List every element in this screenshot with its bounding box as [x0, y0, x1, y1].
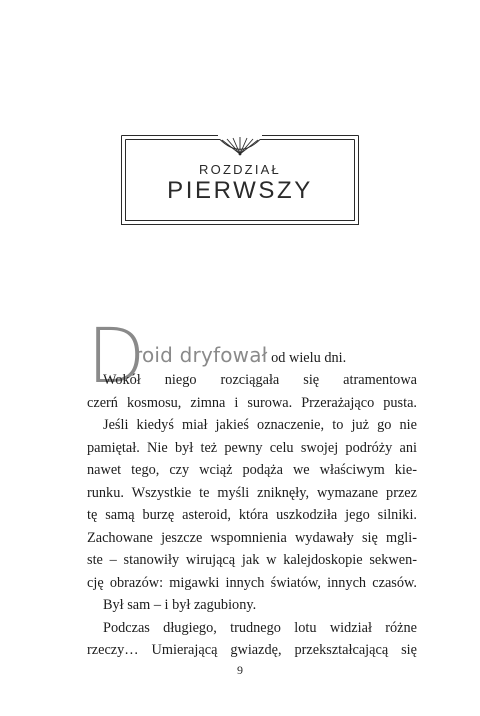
text-line: pamiętał. Nie był też pewny celu swojej podróży ani	[87, 439, 417, 456]
text-line: czerń kosmosu, zimna i surowa. Przerażająco pusta.	[87, 394, 417, 411]
text-line: Wokół niego rozciągała się atramentowa	[103, 372, 417, 388]
text-line: cję obrazów: migawki innych światów, innych czasów.	[87, 574, 417, 591]
chapter-title: PIERWSZY	[167, 177, 313, 204]
text-line: ste – stanowiły wirującą jak w kalejdoskopie sekwen-	[87, 552, 417, 568]
text-line: tę samą burzę asteroid, która uszkodziła jego silniki.	[87, 507, 417, 523]
first-line-lead: roid dryfował	[134, 343, 268, 367]
text-line: rzeczy… Umierającą gwiazdę, przekształcającą się	[87, 642, 417, 658]
chapter-label: ROZDZIAŁ	[199, 162, 281, 177]
text-line: Zachowane jeszcze wspomnienia wydawały się mgli-	[87, 529, 417, 546]
text-line: nawet tego, czy wciąż podąża we właściwym kie-	[87, 462, 417, 478]
first-line-rest: od wielu dni.	[267, 350, 347, 366]
first-line	[134, 343, 346, 367]
chapter-heading-frame	[121, 135, 359, 225]
body-text	[87, 369, 417, 662]
text-line: runku. Wszystkie te myśli zniknęły, wymazane przez	[87, 484, 417, 501]
text-line: Jeśli kiedyś miał jakieś oznaczenie, to już go nie	[103, 417, 417, 433]
text-line: Podczas długiego, trudnego lotu widział różne	[103, 619, 417, 636]
drop-cap: D	[87, 311, 146, 400]
page-number: 9	[237, 663, 243, 677]
text-line: Był sam – i był zagubiony.	[103, 597, 257, 613]
